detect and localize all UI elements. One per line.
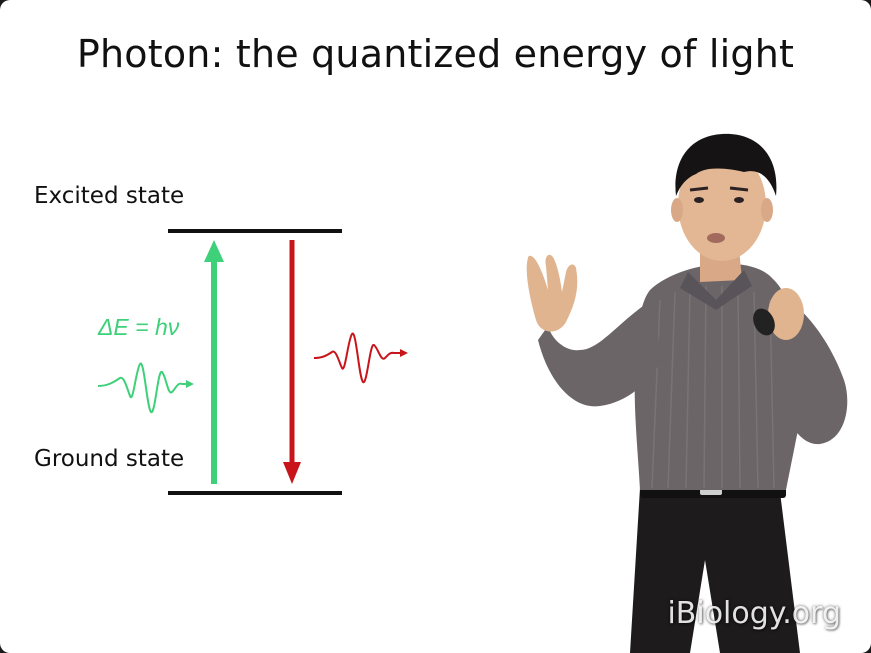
ibiology-watermark: iBiology.org bbox=[667, 596, 841, 631]
emitted-photon-wave bbox=[314, 334, 402, 383]
emitted-photon-arrowhead bbox=[400, 349, 408, 357]
ground-state-label: Ground state bbox=[34, 446, 185, 472]
absorption-arrow-head bbox=[204, 240, 224, 262]
slide-title: Photon: the quantized energy of light bbox=[76, 32, 795, 76]
energy-equation: ΔE = hν bbox=[98, 314, 180, 340]
presenter-figure bbox=[527, 134, 848, 653]
emission-arrow-head bbox=[283, 462, 301, 484]
incoming-photon-arrowhead bbox=[186, 380, 194, 388]
excited-state-label: Excited state bbox=[34, 183, 185, 209]
incoming-photon-wave bbox=[98, 364, 190, 413]
